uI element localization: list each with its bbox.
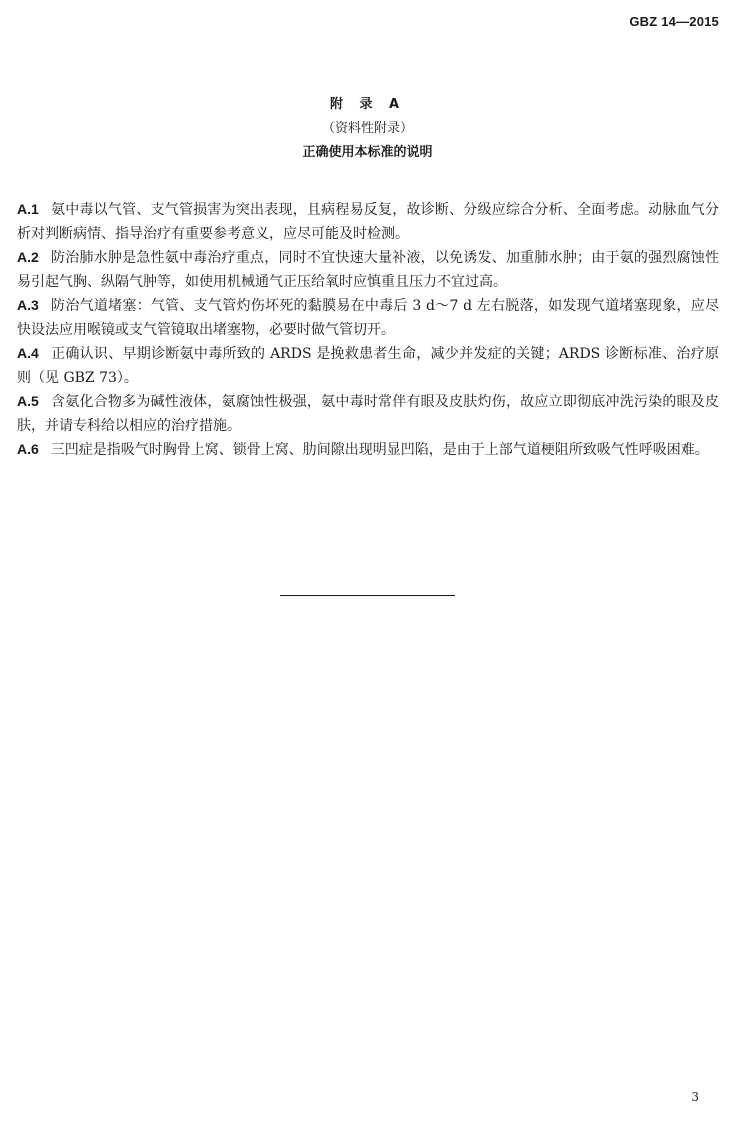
clause-number: A.1	[17, 201, 39, 217]
clause-number: A.6	[17, 441, 39, 457]
clause-text: 正确认识、早期诊断氨中毒所致的 ARDS 是挽救患者生命，减少并发症的关键；ARDS 诊断标准、治疗原则（见 GBZ 73）。	[17, 346, 719, 386]
clause-a3	[17, 294, 719, 342]
annex-body	[17, 198, 719, 463]
page-number: 3	[691, 1090, 699, 1104]
clause-a1	[17, 198, 719, 246]
annex-heading	[0, 93, 735, 165]
clause-number: A.4	[17, 345, 39, 361]
clause-number: A.2	[17, 249, 39, 265]
clause-text: 防治肺水肿是急性氨中毒治疗重点，同时不宜快速大量补液，以免诱发、加重肺水肿；由于氨的强烈腐蚀性易引起气胸、纵隔气肿等，如使用机械通气正压给氧时应慎重且压力不宜过高。	[17, 250, 719, 290]
annex-type: （资料性附录）	[321, 121, 413, 136]
clause-text: 防治气道堵塞：气管、支气管灼伤坏死的黏膜易在中毒后 3 d～7 d 左右脱落，如发现气道堵塞现象，应尽快设法应用喉镜或支气管镜取出堵塞物，必要时做气管切开。	[17, 298, 719, 338]
annex-label: 附 录 A	[329, 97, 406, 112]
clause-text: 含氨化合物多为碱性液体，氨腐蚀性极强，氨中毒时常伴有眼及皮肤灼伤，故应立即彻底冲洗污染的眼及皮肤，并请专科给以相应的治疗措施。	[17, 394, 719, 434]
clause-text: 三凹症是指吸气时胸骨上窝、锁骨上窝、肋间隙出现明显凹陷，是由于上部气道梗阻所致吸气性呼吸困难。	[50, 442, 709, 458]
clause-number: A.5	[17, 393, 39, 409]
clause-a4	[17, 342, 719, 390]
clause-text: 氨中毒以气管、支气管损害为突出表现，且病程易反复，故诊断、分级应综合分析、全面考虑。动脉血气分析对判断病情、指导治疗有重要参考意义，应尽可能及时检测。	[17, 202, 719, 242]
clause-a2	[17, 246, 719, 294]
clause-number: A.3	[17, 297, 39, 313]
annex-title: 正确使用本标准的说明	[302, 145, 433, 160]
standard-code: GBZ 14—2015	[629, 14, 719, 29]
end-of-annex-rule	[280, 595, 455, 596]
clause-a6	[17, 438, 719, 463]
clause-a5	[17, 390, 719, 438]
